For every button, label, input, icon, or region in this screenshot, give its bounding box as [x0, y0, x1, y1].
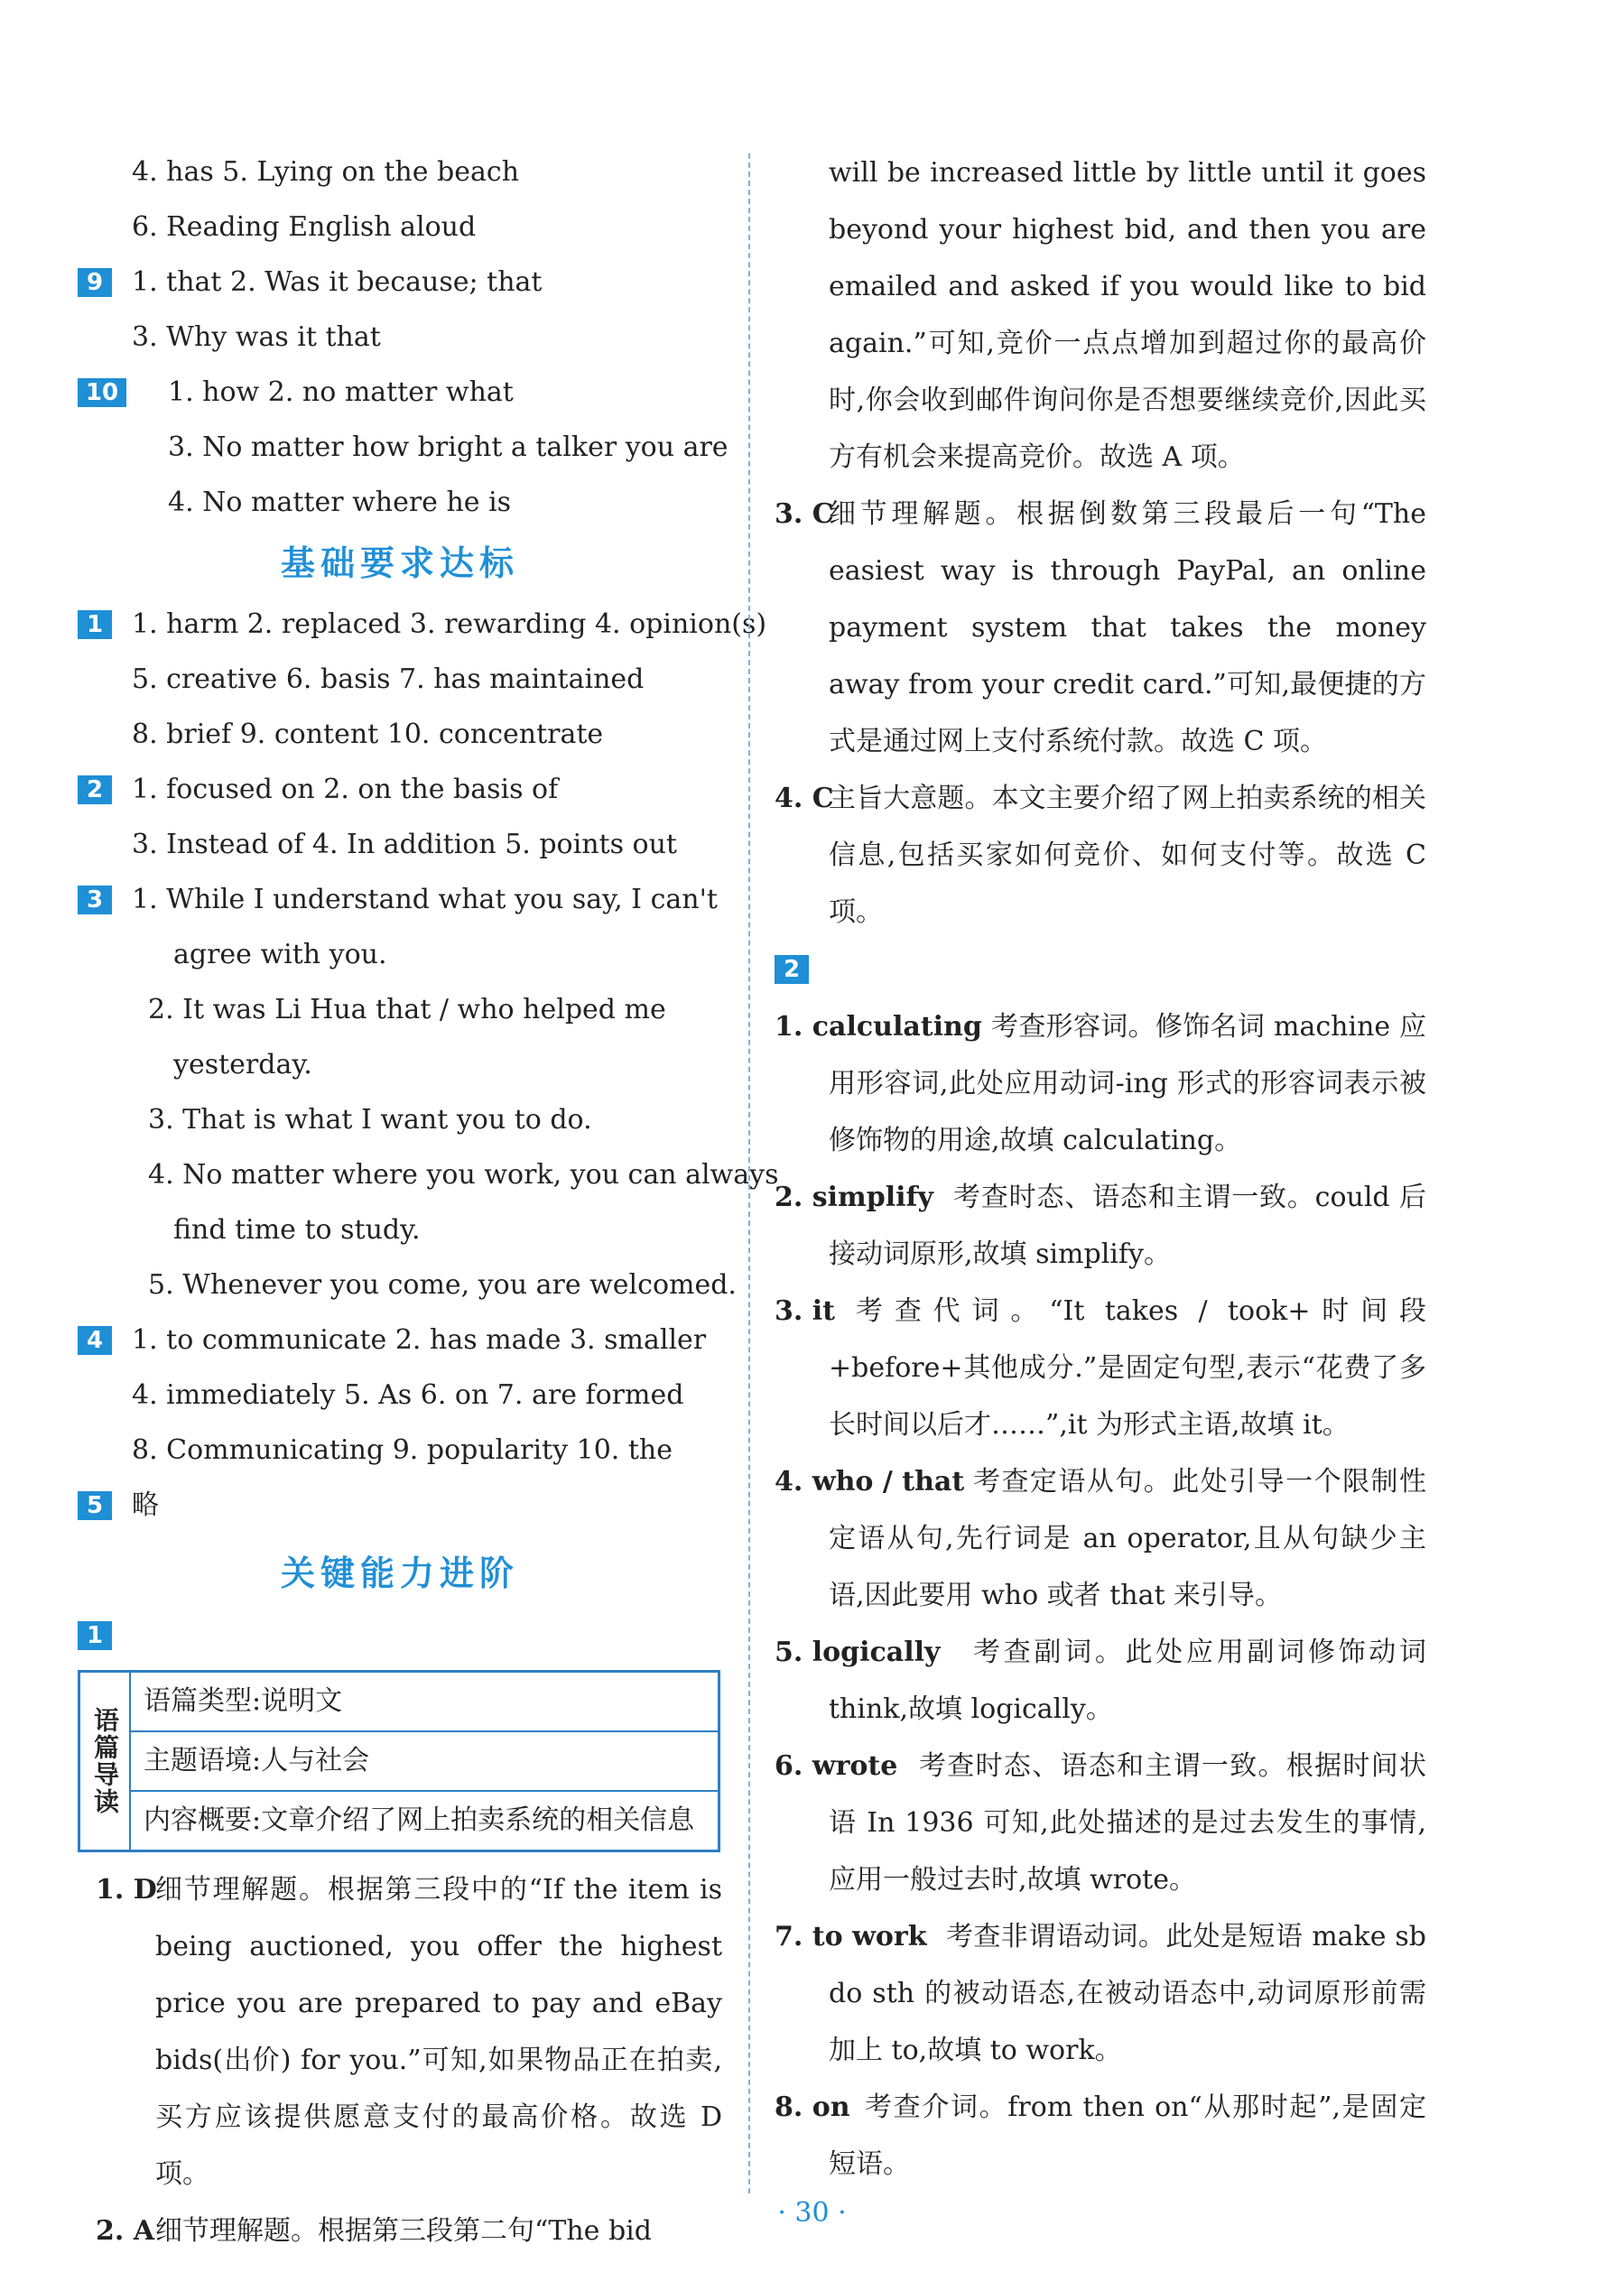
answer-line: 4. No matter where you work, you can always: [148, 1159, 779, 1191]
answer-key: 2. simplify: [775, 1182, 933, 1213]
left-column: [78, 144, 779, 2259]
guide-row: 内容概要:文章介绍了网上拍卖系统的相关信息: [144, 1804, 695, 1836]
answer-line: 2. It was Li Hua that / who helped me: [148, 994, 666, 1025]
explanation: 5. logically 考查副词。此处应用副词修饰动词 think,故填 logically。: [775, 1624, 1426, 1738]
answer-key: 7. to work: [775, 1921, 927, 1952]
section-badge: 10: [78, 378, 126, 407]
explanation: 6. wrote 考查时态、语态和主谓一致。根据时间状语 In 1936 可知,此处描述的是过去发生的事情,应用一般过去时,故填 wrote。: [775, 1738, 1426, 1908]
answer-line: agree with you.: [173, 939, 387, 970]
answer-line: 10 1. how 2. no matter what: [78, 365, 722, 420]
answer-line: 5. Whenever you come, you are welcomed.: [148, 1269, 737, 1301]
guide-row: 语篇类型:说明文: [131, 1673, 718, 1732]
section-badge: 2: [78, 775, 112, 804]
answer-key: 2. A: [96, 2215, 155, 2247]
answer-key: 1. D: [96, 1874, 157, 1906]
section-badge: 1: [78, 610, 112, 639]
explanation: 7. to work 考查非谓语动词。此处是短语 make sb do sth 的被动语态,在被动语态中,动词原形前需加上 to,故填 to work。: [775, 1908, 1426, 2079]
explanation: 3. it 考查代词。“It takes / took+时间段+before+其他成分.”是固定句型,表示“花费了多长时间以后才……”,it 为形式主语,故填 it。: [775, 1283, 1426, 1453]
section-badge: 9: [78, 268, 112, 297]
answer-line: 3 1. While I understand what you say, I can't: [78, 872, 722, 927]
passage-tag: [775, 941, 1426, 998]
passage-tag: [78, 1607, 722, 1665]
column-divider: [748, 153, 750, 2194]
section-title: 关键能力进阶: [280, 1554, 519, 1593]
section-badge: 2: [775, 955, 809, 984]
right-column: [775, 144, 1426, 2193]
reading-guide-box: [78, 1670, 720, 1852]
answer-line: 3. No matter how bright a talker you are: [168, 431, 728, 463]
answer-line: 2 1. focused on 2. on the basis of: [78, 762, 722, 817]
answer-line: 3. Instead of 4. In addition 5. points out: [132, 829, 677, 860]
explanation-continued: will be increased little by little until it goes beyond your highest bid, and then you are emailed and asked if you would like to bid again.”可知,竞价一点点增加到超过你的最高价时,你会收到邮件询问你是否想要继续竞价,因此买方有机会来提高竞价。故选 A 项。: [829, 157, 1426, 473]
section-badge: 5: [78, 1491, 112, 1520]
answer-key: 5. logically: [775, 1637, 941, 1668]
answer-key: 3. it: [775, 1295, 836, 1327]
section-badge: 1: [78, 1621, 112, 1650]
section-badge: 3: [78, 886, 112, 914]
section-title: 基础要求达标: [280, 543, 519, 583]
answer-line: 9 1. that 2. Was it because; that: [78, 255, 722, 310]
explanation: 1. calculating 考查形容词。修饰名词 machine 应用形容词,此处应用动词-ing 形式的形容词表示被修饰物的用途,故填 calculating。: [775, 998, 1426, 1169]
answer-line: 8. brief 9. content 10. concentrate: [132, 719, 604, 750]
explanation: 2. simplify 考查时态、语态和主谓一致。could 后接动词原形,故填 simplify。: [775, 1169, 1426, 1283]
answer-line: 1 1. harm 2. replaced 3. rewarding 4. opinion(s): [78, 597, 722, 652]
answer-line: 4 1. to communicate 2. has made 3. smaller: [78, 1312, 722, 1368]
answer-key: 8. on: [775, 2092, 850, 2123]
explanation: 2. A 细节理解题。根据第三段第二句“The bid: [78, 2203, 722, 2259]
answer-key: 4. C: [775, 783, 834, 814]
answer-line: 5. creative 6. basis 7. has maintained: [132, 663, 645, 695]
answer-key: 4. who / that: [775, 1466, 965, 1498]
section-badge: 4: [78, 1326, 112, 1355]
guide-label: 语篇导读: [80, 1673, 131, 1850]
explanation: 3. C 细节理解题。根据倒数第三段最后一句“The easiest way is through PayPal, an online payment system that takes the money away from your credit card.”可知,最便捷的方式是通过网上支付系统付款。故选 C 项。: [775, 486, 1426, 770]
answer-line: 5 略: [78, 1478, 722, 1533]
explanation: 4. who / that 考查定语从句。此处引导一个限制性定语从句,先行词是 an operator,且从句缺少主语,因此要用 who 或者 that 来引导。: [775, 1453, 1426, 1624]
explanation: 4. C 主旨大意题。本文主要介绍了网上拍卖系统的相关信息,包括买家如何竞价、如何支付等。故选 C 项。: [775, 770, 1426, 941]
answer-line: 6. Reading English aloud: [132, 211, 477, 243]
page-number: · 30 ·: [777, 2197, 847, 2229]
answer-line: 4. immediately 5. As 6. on 7. are formed: [132, 1379, 684, 1411]
explanation: 1. D 细节理解题。根据第三段中的“If the item is being auctioned, you offer the highest price you are prepared to pay and eBay bids(出价) for you.”可知,如果物品正在拍卖,买方应该提供愿意支付的最高价格。故选 D 项。: [78, 1861, 722, 2203]
answer-key: 6. wrote: [775, 1750, 898, 1782]
answer-line: 4. No matter where he is: [168, 487, 512, 518]
answer-key: 3. C: [775, 498, 834, 530]
answer-line: yesterday.: [173, 1049, 312, 1081]
answer-line: 3. Why was it that: [132, 321, 381, 353]
answer-key: 1. calculating: [775, 1011, 982, 1043]
explanation: 8. on 考查介词。from then on“从那时起”,是固定短语。: [775, 2079, 1426, 2193]
answer-line: 8. Communicating 9. popularity 10. the: [132, 1434, 673, 1466]
answer-line: 4. has 5. Lying on the beach: [132, 156, 520, 188]
answer-line: 3. That is what I want you to do.: [148, 1104, 592, 1136]
guide-row: 主题语境:人与社会: [131, 1732, 718, 1792]
answer-line: find time to study.: [173, 1214, 421, 1246]
